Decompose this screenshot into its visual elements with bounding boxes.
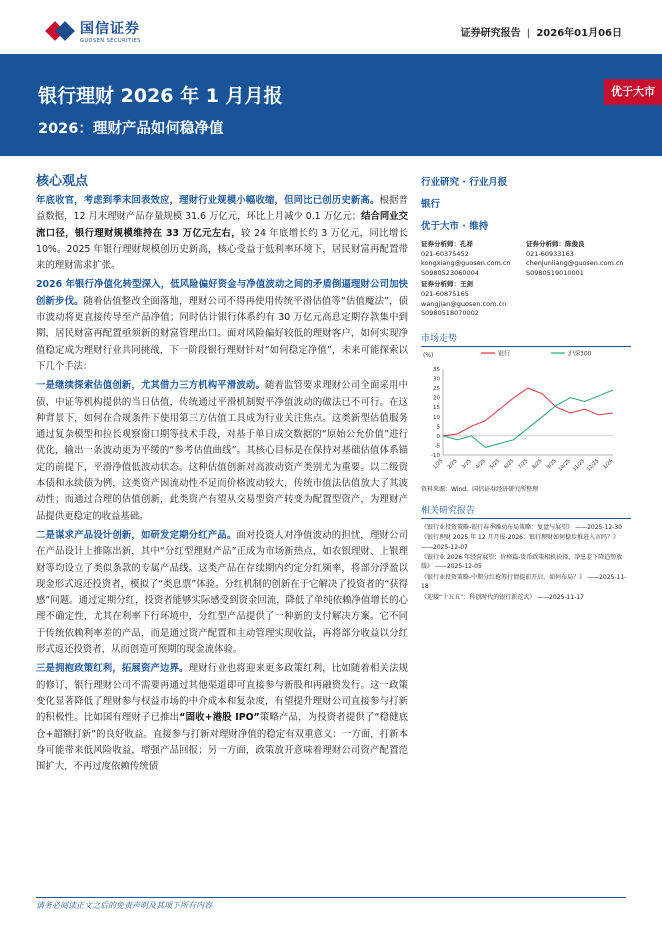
related-list xyxy=(421,523,631,602)
y-tick-label: 15 xyxy=(433,404,440,411)
analyst-2: 证券分析师：陈俊良 021-60933163 chenjunliang@guosen.com.cn S0980519010001 xyxy=(526,240,624,277)
section-title: 核心观点 xyxy=(36,174,89,189)
y-tick-label: 25 xyxy=(433,385,440,392)
core-views xyxy=(36,170,408,778)
related-item[interactable]: 《银行业投资策略-银行春季躁动布局策略：复盘与展望》 ——2025-12-30 xyxy=(421,523,622,531)
report-title: 银行理财 2026 年 1 月月报 xyxy=(38,85,283,107)
report-type: 证券研究报告 xyxy=(460,28,521,39)
legend-label: 银行 xyxy=(498,350,511,358)
related-item[interactable]: 《银行理财 2025 年 12 月月报-2026：银行理财如何稳步推进入市吗？》 ——2025-12-07 xyxy=(421,534,619,551)
legend-label: 沪深300 xyxy=(568,350,592,358)
y-tick-label: 5 xyxy=(436,424,440,431)
paragraph-5: 三是拥抱政策红利，拓展资产边界。理财行业也将迎来更多政策红利，比如随着相关法规的修订，银行理财公司不需要再通过其他渠道即可直接参与新股和再融资发行。这一政策变化显著降低了理财参与权益市场的中介成本和复杂度，有望提升理财公司直接参与打新的积极性。比如国有理财子已推出“固收+港股 IPO”策略产品，为投资者提供了“稳健底仓+超额打新”的良好收益。直接参与打新对理财净值的稳定有双重意义：一方面，打新本身可能带来低风险收益，增强产品回报；另一方面，政策放开意味着理财公司资产配置范围扩大，不再过度依赖传统债 xyxy=(36,663,408,773)
paragraph-2: 2026 年银行净值化转型深入，低风险偏好资金与净值波动之间的矛盾倒逼理财公司加快创新步伐。随着估值整改全面落地，理财公司不得再使用传统平滑估值等“估值魔法”，债市波动将更直接传导至产品净值；同时估计银行体系约有 30 万亿元高息定期存款集中到期，居民财富再配置亟须新的财富管理出口。面对风险偏好较低的理财客户，如何实现净值稳定成为理财行业共同挑战，下一阶段银行理财针对“如何稳定净值”，未来可能探索以下几个手法： xyxy=(36,279,408,372)
market-chart-svg xyxy=(421,347,621,482)
sector-label: 银行 xyxy=(421,199,441,210)
y-tick-label: -5 xyxy=(434,443,440,450)
x-tick-label: 2/25 xyxy=(446,457,459,471)
sidebar xyxy=(421,174,631,603)
rating-badge: 优于大市 xyxy=(604,79,662,105)
related-item[interactable]: 《银行业投资策略-中期分红抢筹行情提前开启，如何布局？》 ——2025-11-18 xyxy=(421,573,627,591)
x-tick-label: 10/25 xyxy=(557,457,572,473)
related-item[interactable]: 《迎接“十五五”：科创时代的银行新范式》 ——2025-11-17 xyxy=(421,593,584,601)
analyst-list xyxy=(421,240,631,321)
x-tick-label: 11/25 xyxy=(571,457,587,473)
logo-en: GUOSEN SECURITIES xyxy=(80,38,141,44)
analyst-1: 证券分析师：孔祥 021-60375452 kongxiang@guosen.com.cn S0980523060004 xyxy=(421,240,511,277)
logo-icon xyxy=(48,20,74,42)
footer-disclaimer: 请务必阅读正文之后的免责声明及其项下所有内容 xyxy=(36,897,626,911)
x-tick-label: 8/25 xyxy=(531,457,544,471)
related-title: 相关研究报告 xyxy=(421,503,631,519)
report-subtitle: 2026：理财产品如何稳净值 xyxy=(38,121,224,137)
y-tick-label: 35 xyxy=(433,366,440,373)
related-item[interactable]: 《银行业 2026 年经营展望：价格篇-货币政策相机抉择，净息差下降趋势放缓》 ——2025-12-05 xyxy=(421,553,623,571)
x-tick-label: 1/26 xyxy=(602,457,615,471)
x-tick-label: 12/25 xyxy=(585,457,601,473)
rating-label: 优于大市 · 维持 xyxy=(421,221,489,232)
y-tick-label: 30 xyxy=(433,376,440,383)
x-tick-label: 1/25 xyxy=(432,457,445,471)
y-tick-label: 0 xyxy=(436,433,440,440)
y-tick-label: 10 xyxy=(433,414,440,421)
title-banner xyxy=(0,54,662,156)
y-axis-label: (%) xyxy=(423,351,434,359)
market-chart xyxy=(421,347,621,482)
paragraph-1: 年底收官，考虑到季末回表效应，理财行业规模小幅收缩，但同比已创历史新高。根据普益数据，12 月末理财产品存量规模 31.6 万亿元，环比上月减少 0.1 万亿元；结合同业交流口径，银行理财规模维持在 33 万亿元左右，较 24 年底增长约 3 万亿元，同比增长 10%。2025 年银行理财规模创历史新高，核心受益于低利率环境下，居民财富再配置带来的理财需求扩张。 xyxy=(36,195,409,272)
chart-source: 资料来源：Wind、国信证券经济研究所整理 xyxy=(421,485,539,493)
x-tick-label: 4/25 xyxy=(474,457,487,471)
analyst-3: 证券分析师：王剑 021-60875165 wangjian@guosen.com.cn S0980518070002 xyxy=(421,280,507,318)
x-tick-label: 3/25 xyxy=(460,457,473,471)
industry-label: 行业研究 · 行业月报 xyxy=(421,177,508,188)
company-logo xyxy=(48,18,141,44)
report-date: 2026年01月06日 xyxy=(536,28,622,39)
y-tick-label: -10 xyxy=(431,452,440,459)
x-tick-label: 5/25 xyxy=(488,457,502,471)
x-tick-label: 9/25 xyxy=(545,457,558,471)
x-tick-label: 6/25 xyxy=(503,457,516,471)
x-tick-label: 7/25 xyxy=(517,457,530,471)
paragraph-3: 一是继续探索估值创新，尤其借力三方机构平滑波动。随着监管要求理财公司全面采用中债、中证等机构提供的当日估值，传统通过平滑机制熨平净值波动的做法已不可行。在这种背景下，如何在合规条件下使用第三方估值工具成为行业关注焦点。这类新型估值服务通过复杂模型和拉长观察窗口期等技术手段，对基于单日成交数据的“原始公允价值”进行优化，输出一条波动更为平缓的“参考估值曲线”。其核心目标是在保持对基础估值体系锚定的前提下，平滑净值低波动状态。这种估值创新对高波动资产类别尤为重要。以二级资本债和永续债为例，这类资产因流动性不足而价格波动较大，传统市值法估值放大了其波动性；而通过合理的估值创新，此类资产有望从交易型资产转变为配置型资产，为理财产品提供更稳定的收益基础。 xyxy=(36,380,408,522)
market-title: 市场走势 xyxy=(421,331,631,347)
logo-cn: 国信证券 xyxy=(80,21,140,37)
page-header xyxy=(0,0,662,54)
series-line xyxy=(443,390,613,447)
paragraph-4: 二是谋求产品设计创新，如研发定期分红产品。面对投资人对净值波动的担忧，理财公司在产品设计上推陈出新，其中“分红型理财产品”正成为市场新热点，如农银理财、上银理财等均设立了类似条款的专属产品线。这类产品在存续期内约定分红频率，将部分浮盈以现金形式返还投资者，模拟了“类息票”体验。分红机制的创新在于它解决了投资者的“获得感”问题。通过定期分红，投资者能够实际感受到资金回流，降低了单纯依赖净值增长的心理不确定性，尤其在利率下行环境中，分红型产品提供了一种新的支付解决方案。它不同于传统依赖利率差的产品，而是通过资产配置和主动管理实现收益，再将部分收益以分红形式返还投资者，从而创造可预期的现金流体验。 xyxy=(36,529,408,656)
header-meta: 证券研究报告 | 2026年01月06日 xyxy=(460,28,622,39)
y-tick-label: 20 xyxy=(433,395,440,402)
